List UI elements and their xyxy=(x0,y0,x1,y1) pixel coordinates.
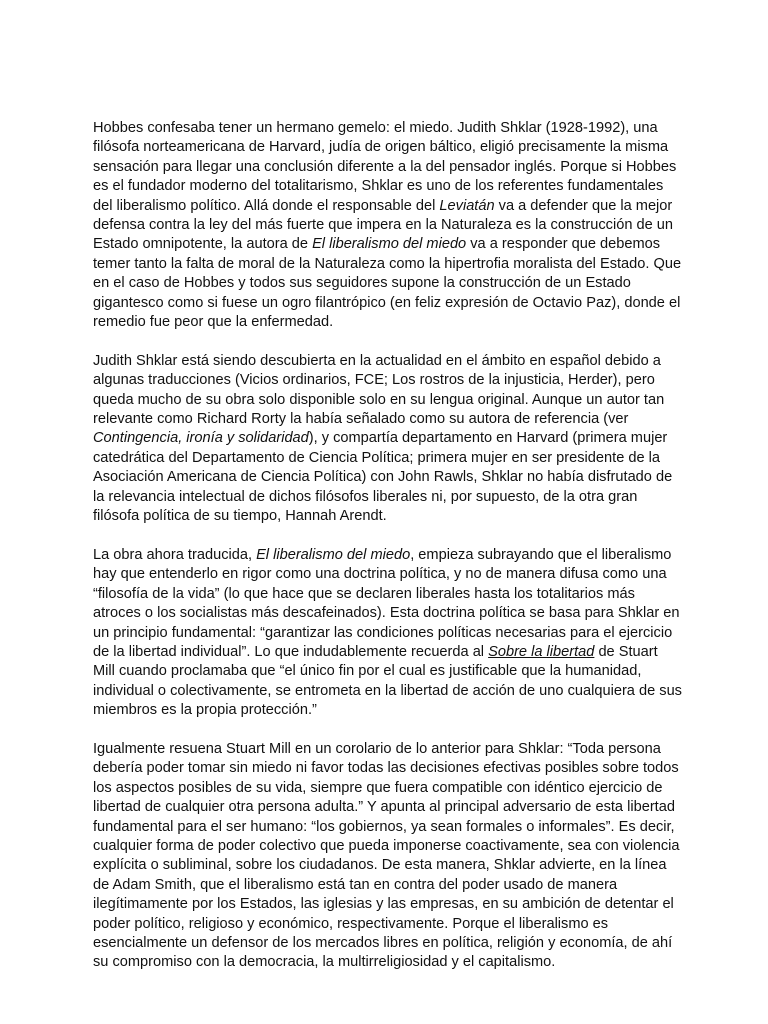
paragraph-3 xyxy=(93,546,683,721)
paragraph-1-text-3: va a responder que debemos temer tanto la falta de moral de la Naturaleza como la hipertrofia moralista del Estado. Que en el caso de Hobbes y todos sus seguidores supone la construcción de un Estado gigantesco como si fuese un ogro filantrópico (en feliz expresión de Octavio Paz), donde el remedio fue peor que la enfermedad. xyxy=(93,236,682,331)
paragraph-4 xyxy=(93,740,683,973)
paragraph-1-text-1: Hobbes confesaba tener un hermano gemelo: el miedo. Judith Shklar (1928-1992), una filósofa norteamericana de Harvard, judía de origen báltico, eligió precisamente la misma sensación para llegar una conclusión diferente a la del pensador inglés. Porque si Hobbes es el fundador moderno del totalitarismo, Shklar es uno de los referentes fundamentales del liberalismo político. Allá donde el responsable del xyxy=(93,120,677,214)
liberalismo-del-miedo-title-1: El liberalismo del miedo xyxy=(312,236,467,253)
liberalismo-del-miedo-title-2: El liberalismo del miedo xyxy=(256,546,411,563)
paragraph-4-text-1: Igualmente resuena Stuart Mill en un corolario de lo anterior para Shklar: “Toda persona debería poder tomar sin miedo ni favor todas las decisiones efectivas posibles sobre todos los aspectos posibles de su vida, siempre que fuera compatible con idéntico ejercicio de libertad de cualquier otra persona adulta.” Y apunta al principal adversario de esta libertad fundamental para el ser humano: “los gobiernos, ya sean formales o informales”. Es decir, cualquier forma de poder colectivo que pueda imponerse coactivamente, sea con violencia explícita o subliminal, sobre los ciudadanos. De esta manera, Shklar advierte, en la línea de Adam Smith, que el liberalismo está tan en contra del poder usado de manera ilegítimamente por los Estados, las iglesias y las empresas, en su ambición de detentar el poder político, religioso y económico, respectivamente. Porque el liberalismo es esencialmente un defensor de los mercados libres en política, religión y economía, de ahí su compromiso con la democracia, la multirreligiosidad y el capitalismo. xyxy=(93,740,680,971)
paragraph-1 xyxy=(93,119,683,332)
paragraph-2 xyxy=(93,352,683,527)
document-body xyxy=(93,119,683,973)
paragraph-3-text-2: , empieza subrayando que el liberalismo hay que entenderlo en rigor como una doctrina política, y no de manera difusa como una “filosofía de la vida” (lo que hace que se declaren liberales hasta los totalitarios más atroces o los socialistas más descafeinados). Esta doctrina política se basa para Shklar en un principio fundamental: “garantizar las condiciones políticas necesarias para el ejercicio de la libertad individual”. Lo que indudablemente recuerda al xyxy=(93,546,680,660)
paragraph-2-text-2: ), y compartía departamento en Harvard (primera mujer catedrática del Departamento de Ciencia Política; primera mujer en ser presidente de la Asociación Americana de Ciencia Política) con John Rawls, Shklar no había disfrutado de la relevancia intelectual de dichos filósofos liberales ni, por supuesto, de la otra gran filósofa política de su tiempo, Hannah Arendt. xyxy=(93,430,673,525)
sobre-la-libertad-title: Sobre la libertad xyxy=(488,643,595,660)
paragraph-2-text-1: Judith Shklar está siendo descubierta en la actualidad en el ámbito en español debido a algunas traducciones (Vicios ordinarios, FCE; Los rostros de la injusticia, Herder), pero queda mucho de su obra solo disponible solo en su lengua original. Aunque un autor tan relevante como Richard Rorty la había señalado como su autora de referencia (ver xyxy=(93,352,665,428)
contingencia-title: Contingencia, ironía y solidaridad xyxy=(93,430,309,447)
paragraph-3-text-1: La obra ahora traducida, xyxy=(93,546,257,563)
paragraph-3-text-3: de Stuart Mill cuando proclamaba que “el único fin por el cual es justificable que la humanidad, individual o colectivamente, se entrometa en la libertad de acción de uno cualquiera de sus miembros es la propia protección.” xyxy=(93,643,682,719)
paragraph-1-text-2: va a defender que la mejor defensa contra la ley del más fuerte que impera en la Naturaleza es la construcción de un Estado omnipotente, la autora de xyxy=(93,197,674,253)
leviatan-italic-title: Leviatán xyxy=(439,197,495,214)
